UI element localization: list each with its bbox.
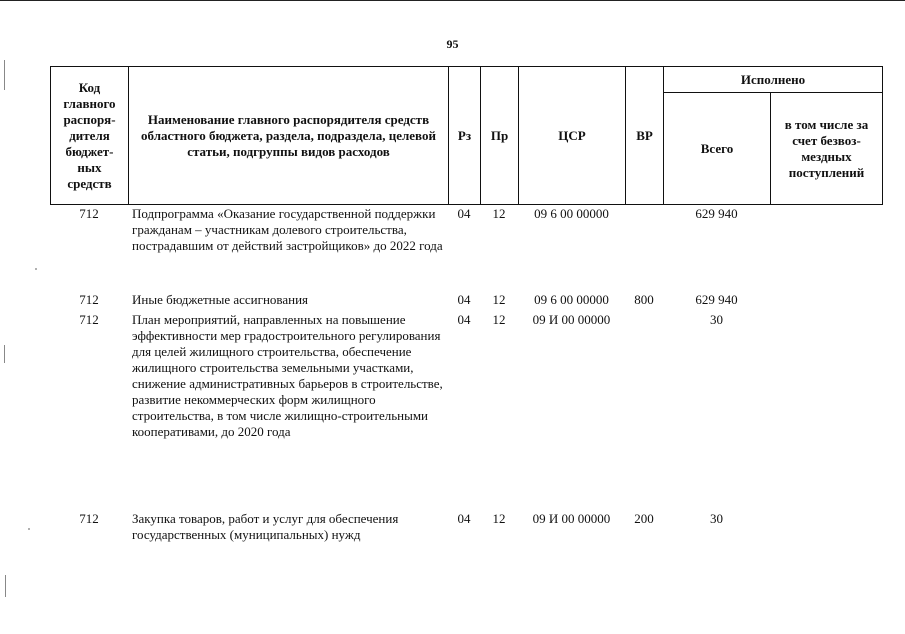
scan-edge-mark xyxy=(4,60,5,90)
header-rz: Рз xyxy=(449,67,481,205)
cell-rz: 04 xyxy=(457,292,471,307)
table-row xyxy=(50,292,882,312)
header-total: Всего xyxy=(664,93,771,205)
cell-name: Иные бюджетные ассигнования xyxy=(132,292,309,307)
header-csr: ЦСР xyxy=(519,67,626,205)
cell-name: Закупка товаров, работ и услуг для обеспечения государственных (муниципальных) нужд xyxy=(132,511,399,542)
cell-gratis xyxy=(770,511,882,571)
cell-rz: 04 xyxy=(457,312,471,327)
scan-edge-mark xyxy=(4,345,5,363)
cell-code: 712 xyxy=(79,511,99,526)
cell-gratis xyxy=(770,206,882,292)
cell-vr xyxy=(625,312,663,511)
cell-code: 712 xyxy=(79,206,99,221)
header-code: Код главного распоря-дителя бюджет-ных средств xyxy=(51,67,129,205)
cell-pr: 12 xyxy=(492,312,506,327)
cell-total: 30 xyxy=(710,312,723,327)
header-executed: Исполнено xyxy=(664,67,883,93)
header-pr: Пр xyxy=(481,67,519,205)
header-vr: ВР xyxy=(626,67,664,205)
page-number: 95 xyxy=(446,37,459,51)
cell-vr: 200 xyxy=(634,511,654,526)
cell-code: 712 xyxy=(79,312,99,327)
cell-pr: 12 xyxy=(492,206,506,221)
header-gratis: в том числе за счет безвоз-мездных поступлений xyxy=(771,93,883,205)
table-body xyxy=(50,206,882,571)
cell-rz: 04 xyxy=(457,511,471,526)
cell-vr xyxy=(625,206,663,292)
cell-vr: 800 xyxy=(634,292,654,307)
scan-edge-mark xyxy=(5,575,6,597)
cell-gratis xyxy=(770,312,882,511)
cell-csr: 09 6 00 00000 xyxy=(534,206,609,221)
table-header xyxy=(50,66,883,205)
cell-name: Подпрограмма «Оказание государственной поддержки гражданам – участникам долевого строительства, пострадавшим от действий застройщиков» до 2022 года xyxy=(132,206,443,253)
cell-csr: 09 6 00 00000 xyxy=(534,292,609,307)
cell-csr: 09 И 00 00000 xyxy=(532,312,611,327)
top-border xyxy=(0,0,905,1)
cell-total: 629 940 xyxy=(695,292,738,307)
cell-csr: 09 И 00 00000 xyxy=(532,511,611,526)
scan-speck xyxy=(35,268,37,270)
cell-total: 629 940 xyxy=(695,206,738,221)
cell-total: 30 xyxy=(710,511,723,526)
scan-speck xyxy=(28,528,30,530)
cell-rz: 04 xyxy=(457,206,471,221)
cell-name: План мероприятий, направленных на повышение эффективности мер градостроительного регулирования для целей жилищного строительства, обеспечение жилищного строительства земельными участками, снижение административных барьеров в строительстве, развитие некоммерческих форм жилищного строительства, в том числе жилищно-строительными кооперативами, до 2020 года xyxy=(132,312,443,439)
header-name: Наименование главного распорядителя средств областного бюджета, раздела, подраздела, целевой статьи, подгруппы видов расходов xyxy=(129,67,449,205)
cell-gratis xyxy=(770,292,882,312)
cell-code: 712 xyxy=(79,292,99,307)
cell-pr: 12 xyxy=(492,511,506,526)
table-row xyxy=(50,511,882,571)
table-row xyxy=(50,312,882,511)
cell-pr: 12 xyxy=(492,292,506,307)
table-row xyxy=(50,206,882,292)
